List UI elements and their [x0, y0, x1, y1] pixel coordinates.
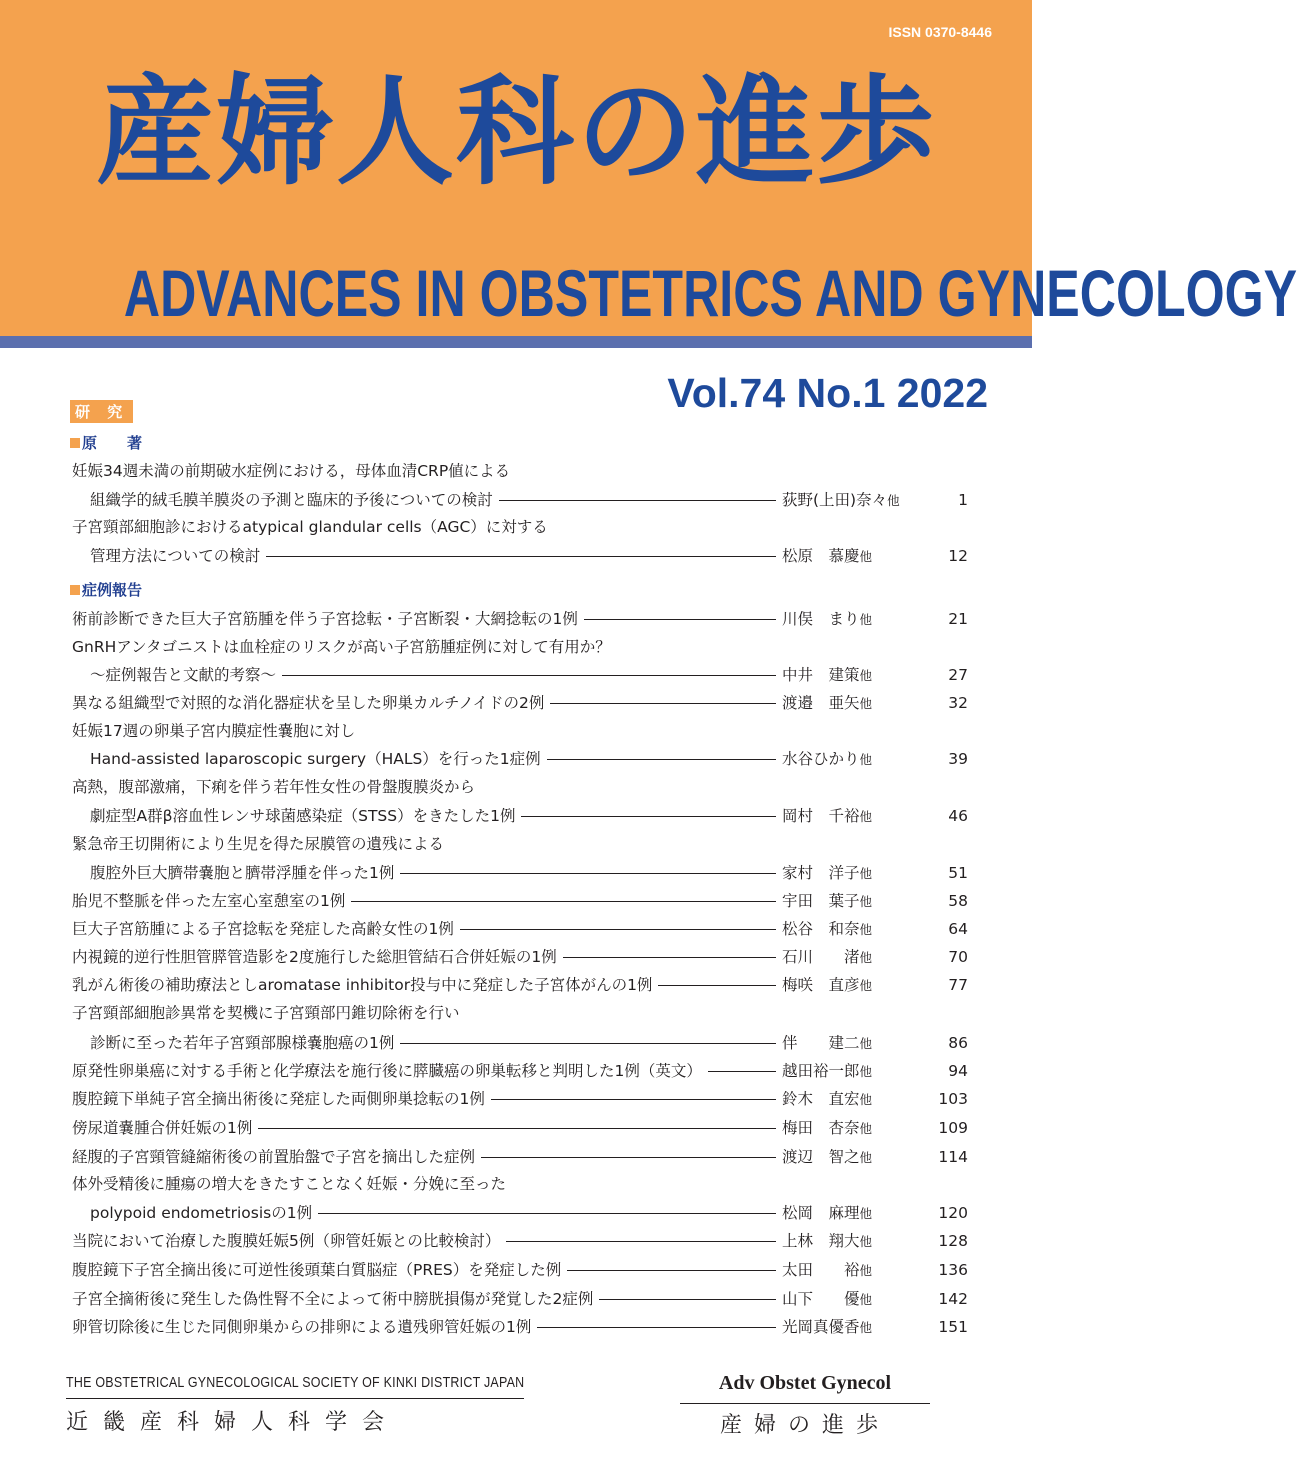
leader-rule	[506, 1241, 776, 1242]
section-original-label: 原 著	[82, 434, 143, 452]
author: 上林 翔大他	[782, 1231, 873, 1250]
author: 渡邉 亜矢他	[782, 693, 873, 712]
page-number: 86	[948, 1034, 968, 1052]
article-title-line	[72, 774, 968, 800]
toc-entry[interactable]	[72, 888, 968, 914]
toc-entry[interactable]	[72, 1086, 968, 1112]
author: 鈴木 直宏他	[782, 1089, 873, 1108]
article-title-text: 乳がん術後の補助療法としaromatase inhibitor投与中に発症した子宮体がんの1例	[72, 976, 653, 994]
leader-rule	[266, 556, 776, 557]
article-title-line	[72, 514, 968, 540]
toc-entry[interactable]	[90, 803, 968, 829]
page-number: 94	[948, 1062, 968, 1080]
author: 梅田 杏奈他	[782, 1118, 873, 1137]
article-title-text: GnRHアンタゴニストは血栓症のリスクが高い子宮筋腫症例に対して有用か？	[72, 638, 611, 656]
author: 荻野(上田)奈々他	[782, 490, 900, 509]
leader-rule	[537, 1327, 776, 1328]
article-title-line	[72, 718, 968, 744]
toc-entry[interactable]	[72, 1144, 968, 1170]
author: 宇田 葉子他	[782, 891, 873, 910]
page-number: 103	[938, 1090, 968, 1108]
article-title-text: Hand-assisted laparoscopic surgery（HALS）を行った1症例	[90, 750, 541, 768]
author: 家村 洋子他	[782, 863, 873, 882]
article-title-line	[72, 1171, 968, 1197]
article-title-text: polypoid endometriosisの1例	[90, 1204, 313, 1222]
leader-rule	[460, 929, 776, 930]
page-number: 120	[938, 1204, 968, 1222]
toc-entry[interactable]	[72, 944, 968, 970]
article-title-text: 傍尿道嚢腫合併妊娠の1例	[72, 1119, 253, 1137]
article-title-text: 妊娠34週未満の前期破水症例における，母体血清CRP値による	[72, 462, 511, 480]
page-number: 77	[948, 976, 968, 994]
page-number: 39	[948, 750, 968, 768]
leader-rule	[481, 1157, 776, 1158]
leader-rule	[400, 873, 776, 874]
toc-entry[interactable]	[72, 1228, 968, 1254]
author: 山下 優他	[782, 1289, 873, 1308]
article-title-text: 高熱，腹部激痛，下痢を伴う若年性女性の骨盤腹膜炎から	[72, 778, 476, 796]
article-title-line	[72, 458, 968, 484]
leader-rule	[521, 816, 776, 817]
article-title-text: 子宮頸部細胞診におけるatypical glandular cells（AGC）に対する	[72, 518, 548, 536]
toc-entry[interactable]	[72, 1257, 968, 1283]
author: 光岡真優香他	[782, 1317, 873, 1336]
author: 伴 建二他	[782, 1033, 873, 1052]
article-title-text: 原発性卵巣癌に対する手術と化学療法を施行後に膵臓癌の卵巣転移と判明した1例（英文）	[72, 1062, 702, 1080]
article-title-text: 妊娠17週の卵巣子宮内膜症性嚢胞に対し	[72, 722, 356, 740]
author: 水谷ひかり他	[782, 749, 873, 768]
article-title-text: 劇症型A群β溶血性レンサ球菌感染症（STSS）をきたした1例	[90, 807, 516, 825]
journal-title-en: ADVANCES IN OBSTETRICS AND GYNECOLOGY	[123, 256, 1297, 330]
cover-header	[0, 0, 1297, 336]
section-case-heading	[70, 579, 142, 600]
leader-rule	[550, 703, 776, 704]
article-title-text: 経腹的子宮頸管縫縮術後の前置胎盤で子宮を摘出した症例	[72, 1148, 476, 1166]
page-number: 151	[938, 1318, 968, 1336]
toc-entry[interactable]	[90, 662, 968, 688]
page-number: 51	[948, 864, 968, 882]
issue-number: Vol.74 No.1 2022	[667, 370, 988, 416]
society-name-jp: 近畿産科婦人科学会	[66, 1410, 400, 1435]
toc-entry[interactable]	[72, 1115, 968, 1141]
author: 太田 裕他	[782, 1260, 873, 1279]
article-title-text: 内視鏡的逆行性胆管膵管造影を2度施行した総胆管結石合併妊娠の1例	[72, 948, 557, 966]
author: 石川 渚他	[782, 947, 873, 966]
footer-divider	[66, 1398, 524, 1399]
article-title-text: 子宮頸部細胞診異常を契機に子宮頸部円錐切除術を行い	[72, 1004, 460, 1022]
page-number: 64	[948, 920, 968, 938]
page-number: 58	[948, 892, 968, 910]
toc-entry[interactable]	[90, 1030, 968, 1056]
article-title-text: 組織学的絨毛膜羊膜炎の予測と臨床的予後についての検討	[90, 491, 493, 509]
toc-entry[interactable]	[90, 746, 968, 772]
author: 中井 建策他	[782, 665, 873, 684]
leader-rule	[351, 901, 776, 902]
society-name-en: THE OBSTETRICAL GYNECOLOGICAL SOCIETY OF KINKI DISTRICT JAPAN	[66, 1374, 525, 1391]
article-title-line	[72, 831, 968, 857]
leader-rule	[599, 1299, 776, 1300]
page-number: 1	[958, 491, 968, 509]
leader-rule	[567, 1270, 776, 1271]
article-title-text: 管理方法についての検討	[90, 547, 261, 565]
page-number: 128	[938, 1232, 968, 1250]
article-title-text: 術前診断できた巨大子宮筋腫を伴う子宮捻転・子宮断裂・大網捻転の1例	[72, 610, 578, 628]
journal-title-jp: 産婦人科の進歩	[95, 62, 936, 201]
toc-entry[interactable]	[72, 1058, 968, 1084]
leader-rule	[658, 985, 776, 986]
leader-rule	[491, 1099, 776, 1100]
section-case-label: 症例報告	[82, 581, 143, 599]
page-number: 70	[948, 948, 968, 966]
page-number: 109	[938, 1119, 968, 1137]
author: 松原 慕慶他	[782, 546, 873, 565]
page-number: 12	[948, 547, 968, 565]
page-number: 32	[948, 694, 968, 712]
page-number: 136	[938, 1261, 968, 1279]
category-label: 研 究	[70, 400, 133, 423]
article-title-text: 巨大子宮筋腫による子宮捻転を発症した高齢女性の1例	[72, 920, 454, 938]
leader-rule	[563, 957, 776, 958]
author: 松岡 麻理他	[782, 1203, 873, 1222]
leader-rule	[584, 619, 776, 620]
toc-entry[interactable]	[90, 543, 968, 569]
author: 渡辺 智之他	[782, 1147, 873, 1166]
article-title-line	[72, 634, 968, 660]
article-title-text: 腹腔鏡下単純子宮全摘出術後に発症した両側卵巣捻転の1例	[72, 1090, 485, 1108]
toc-entry[interactable]	[72, 1314, 968, 1340]
toc-entry[interactable]	[90, 1200, 968, 1226]
article-title-text: 体外受精後に腫瘍の増大をきたすことなく妊娠・分娩に至った	[72, 1175, 507, 1193]
article-title-text: 卵管切除後に生じた同側卵巣からの排卵による遺残卵管妊娠の1例	[72, 1318, 532, 1336]
article-title-text: 異なる組織型で対照的な消化器症状を呈した卵巣カルチノイドの2例	[72, 694, 545, 712]
author: 川俣 まり他	[782, 609, 873, 628]
issn: ISSN 0370-8446	[888, 24, 992, 40]
section-original-heading	[70, 432, 142, 453]
journal-abbrev-jp: 産婦の進歩	[719, 1413, 890, 1438]
toc-entry[interactable]	[72, 606, 968, 632]
author: 梅咲 直彦他	[782, 975, 873, 994]
square-bullet-icon	[70, 438, 80, 448]
page-number: 46	[948, 807, 968, 825]
journal-abbrev-en: Adv Obstet Gynecol	[718, 1372, 892, 1394]
page-number: 21	[948, 610, 968, 628]
article-title-text: 子宮全摘術後に発生した偽性腎不全によって術中膀胱損傷が発覚した2症例	[72, 1290, 594, 1308]
leader-rule	[318, 1213, 776, 1214]
leader-rule	[400, 1043, 776, 1044]
page-number: 142	[938, 1290, 968, 1308]
toc-entry[interactable]	[72, 972, 968, 998]
article-title-text: 腹腔鏡下子宮全摘出後に可逆性後頭葉白質脳症（PRES）を発症した例	[72, 1261, 562, 1279]
page-number: 114	[938, 1148, 968, 1166]
leader-rule	[282, 675, 776, 676]
toc-entry[interactable]	[90, 860, 968, 886]
toc-entry[interactable]	[72, 690, 968, 716]
author: 松谷 和奈他	[782, 919, 873, 938]
article-title-text: 当院において治療した腹膜妊娠5例（卵管妊娠との比較検討）	[72, 1232, 501, 1250]
page-number: 27	[948, 666, 968, 684]
author: 越田裕一郎他	[782, 1061, 873, 1080]
toc-entry[interactable]	[72, 1286, 968, 1312]
leader-rule	[258, 1128, 776, 1129]
leader-rule	[547, 759, 776, 760]
article-title-line	[72, 1000, 968, 1026]
header-divider-band	[0, 336, 1032, 348]
article-title-text: 腹腔外巨大臍帯嚢胞と臍帯浮腫を伴った1例	[90, 864, 395, 882]
article-title-text: 診断に至った若年子宮頸部腺様嚢胞癌の1例	[90, 1034, 395, 1052]
article-title-text: 胎児不整脈を伴った左室心室憩室の1例	[72, 892, 346, 910]
leader-rule	[708, 1071, 776, 1072]
toc-entry[interactable]	[72, 916, 968, 942]
square-bullet-icon	[70, 585, 80, 595]
leader-rule	[499, 500, 776, 501]
author: 岡村 千裕他	[782, 806, 873, 825]
footer-divider	[680, 1403, 930, 1404]
toc-entry[interactable]	[90, 487, 968, 513]
article-title-text: 緊急帝王切開術により生児を得た尿膜管の遺残による	[72, 835, 445, 853]
article-title-text: ～症例報告と文献的考察～	[90, 666, 277, 684]
